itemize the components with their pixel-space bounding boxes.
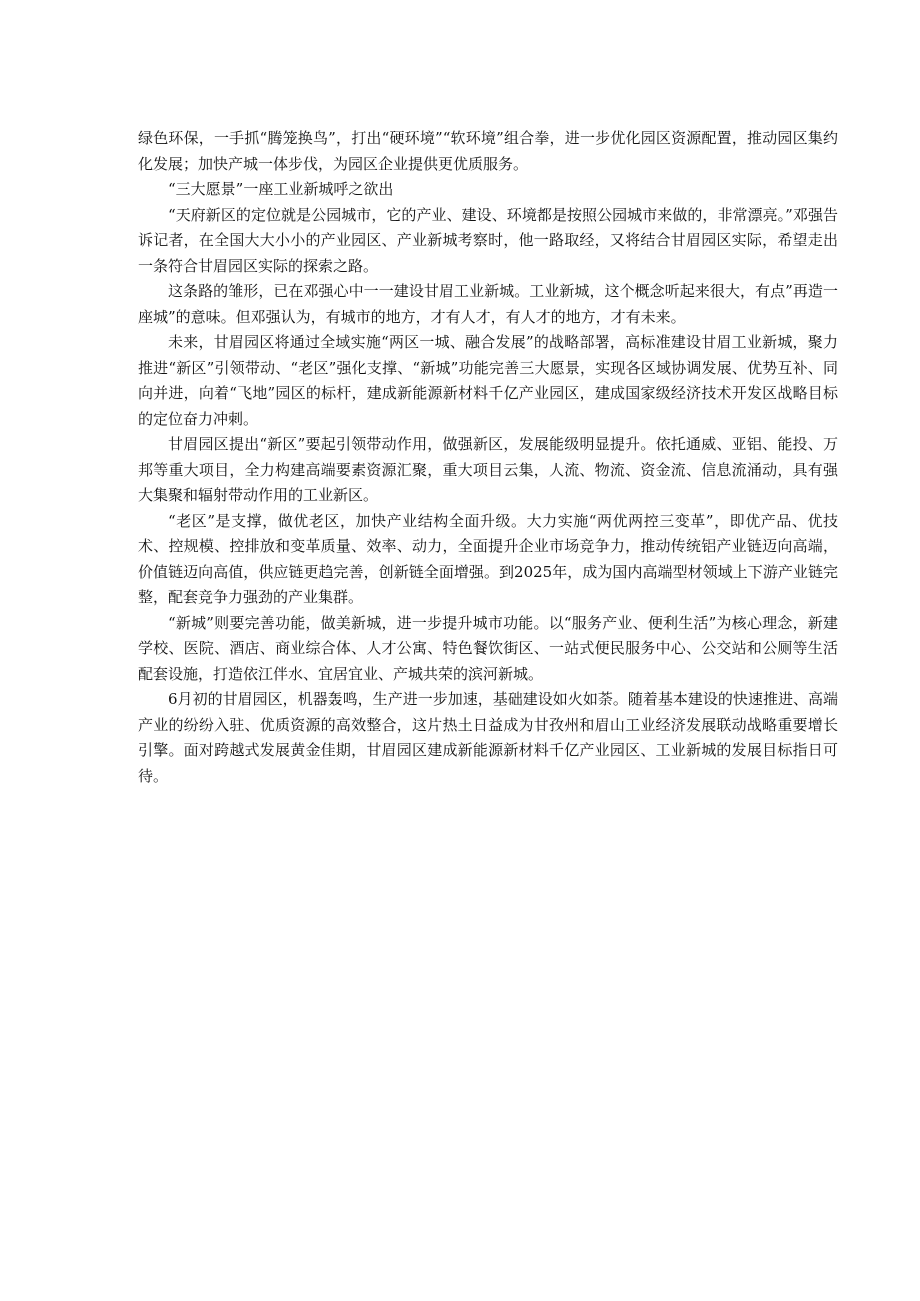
paragraph: 甘眉园区提出“新区”要起引领带动作用，做强新区，发展能级明显提升。依托通威、亚铝、能投、万邦等重大项目，全力构建高端要素资源汇聚，重大项目云集，人流、物流、资金流、信息流涌动，具有强大集聚和辐射带动作用的工业新区。 <box>138 435 838 504</box>
paragraph: “老区”是支撑，做优老区，加快产业结构全面升级。大力实施“两优两控三变革”，即优产品、优技术、控规模、控排放和变革质量、效率、动力，全面提升企业市场竞争力，推动传统铝产业链迈向高端，价值链迈向高值，供应链更趋完善，创新链全面增强。到2025年，成为国内高端型材领域上下游产业链完整，配套竞争力强劲的产业集群。 <box>138 511 838 606</box>
paragraph: 6月初的甘眉园区，机器轰鸣，生产进一步加速，基础建设如火如荼。随着基本建设的快速推进、高端产业的纷纷入驻、优质资源的高效整合，这片热土日益成为甘孜州和眉山工业经济发展联动战略重要增长引擎。面对跨越式发展黄金佳期，甘眉园区建成新能源新材料千亿产业园区、工业新城的发展目标指日可待。 <box>138 690 838 785</box>
paragraph: 未来，甘眉园区将通过全域实施“两区一城、融合发展”的战略部署，高标准建设甘眉工业新城，聚力推进“新区”引领带动、“老区”强化支撑、“新城”功能完善三大愿景，实现各区域协调发展、优势互补、同向并进，向着“飞地”园区的标杆，建成新能源新材料千亿产业园区，建成国家级经济技术开发区战略目标的定位奋力冲刺。 <box>138 333 838 428</box>
paragraph: “天府新区的定位就是公园城市，它的产业、建设、环境都是按照公园城市来做的，非常漂亮。”邓强告诉记者，在全国大大小小的产业园区、产业新城考察时，他一路取经，又将结合甘眉园区实际，希望走出一条符合甘眉园区实际的探索之路。 <box>138 205 838 275</box>
paragraph: “新城”则要完善功能，做美新城，进一步提升城市功能。以“服务产业、便利生活”为核心理念，新建学校、医院、酒店、商业综合体、人才公寓、特色餐饮街区、一站式便民服务中心、公交站和公厕等生活配套设施，打造依江伴水、宜居宜业、产城共荣的滨河新城。 <box>138 613 838 683</box>
section-heading: “三大愿景”一座工业新城呼之欲出 <box>168 180 394 198</box>
paragraph-continuation: 绿色环保，一手抓“腾笼换鸟”，打出“硬环境”“软环境”组合拳，进一步优化园区资源配置，推动园区集约化发展；加快产城一体步伐，为园区企业提供更优质服务。 <box>138 129 838 173</box>
paragraph: 这条路的雏形，已在邓强心中一一建设甘眉工业新城。工业新城，这个概念听起来很大，有点”再造一座城”的意味。但邓强认为，有城市的地方，才有人才，有人才的地方，才有未来。 <box>138 282 838 326</box>
article-body <box>138 126 838 789</box>
